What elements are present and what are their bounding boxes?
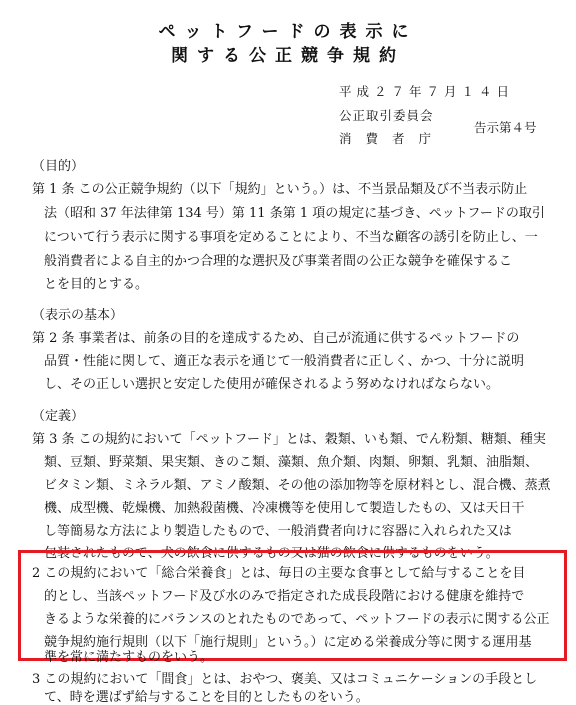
text-line: とを目的とする。 <box>44 277 149 292</box>
text-line: 競争規約施行規則（以下「施行規則」という。）に定める栄養成分等に関する運用基 <box>44 635 532 650</box>
text-line: 品質・性能に関して、適正な表示を通じて一般消費者に正しく、かつ、十分に説明 <box>44 354 524 369</box>
text-line: 包装されたもので、犬の飲食に供するもの又は猫の飲食に供するものをいう。 <box>44 546 499 561</box>
text-line: きるような栄養的にバランスのとれたものであって、ペットフードの表示に関する公正 <box>44 612 550 627</box>
text-line: 法（昭和 37 年法律第 134 号）第 11 条第 1 項の規定に基づき、ペットフードの取引 <box>44 206 545 221</box>
heading-basics: （表示の基本） <box>32 308 124 323</box>
notice-date: 平成２７年７月１４日 <box>339 84 515 99</box>
text-line: し等簡易な方法により製造したもので、一般消費者向けに容器に入れられた又は <box>44 524 512 539</box>
text-line: 的とし、当該ペットフード及び水のみで指定された成長段階における健康を維持で <box>44 589 525 604</box>
text-line: について行う表示に関する事項を定めることにより、不当な顧客の誘引を防止し、一 <box>44 230 538 245</box>
text-line: 準を常に満たすものをいう。 <box>44 650 214 665</box>
heading-definitions: （定義） <box>32 409 85 424</box>
text-line: て、時を選ばず給与することを目的としたものをいう。 <box>44 690 369 705</box>
notice-number: 告示第４号 <box>474 120 537 135</box>
heading-purpose: （目的） <box>32 159 85 174</box>
text-line: し、その正しい選択と安定した使用が確保されるよう努めなければならない。 <box>44 377 500 392</box>
text-line: ビタミン類、ミネラル類、アミノ酸類、その他の添加物等を原材料とし、混合機、蒸煮 <box>44 478 551 493</box>
text-line: 第 2 条 事業者は、前条の目的を達成するため、自己が流通に供するペットフードの <box>32 331 520 346</box>
text-line: 第 1 条 この公正競争規約（以下「規約」という。）は、不当景品類及び不当表示防止 <box>32 182 528 197</box>
document-title-line2: 関する公正競争規約 <box>171 46 405 66</box>
text-line: 般消費者による自主的かつ合理的な選択及び事業者間の公正な競争を確保するこ <box>44 254 513 269</box>
text-line: 第 3 条 この規約において「ペットフード」とは、穀類、いも類、でん粉類、糖類、種実 <box>32 432 546 447</box>
issuer-caa: 消費者庁 <box>339 131 446 146</box>
text-line: 2 この規約において「総合栄養食」とは、毎日の主要な食事として給与することを目 <box>32 566 526 581</box>
document-title-line1: ペットフードの表示に <box>158 22 418 42</box>
text-line: 3 この規約において「間食」とは、おやつ、褒美、又はコミュニケーションの手段とし <box>32 672 538 687</box>
text-line: 類、豆類、野菜類、果実類、きのこ類、藻類、魚介類、肉類、卵類、乳類、油脂類、 <box>44 455 539 470</box>
issuer-jftc: 公正取引委員会 <box>339 108 434 123</box>
text-line: 機、成型機、乾燥機、加熱殺菌機、冷凍機等を使用して製造したもの、又は天日干 <box>44 501 525 516</box>
